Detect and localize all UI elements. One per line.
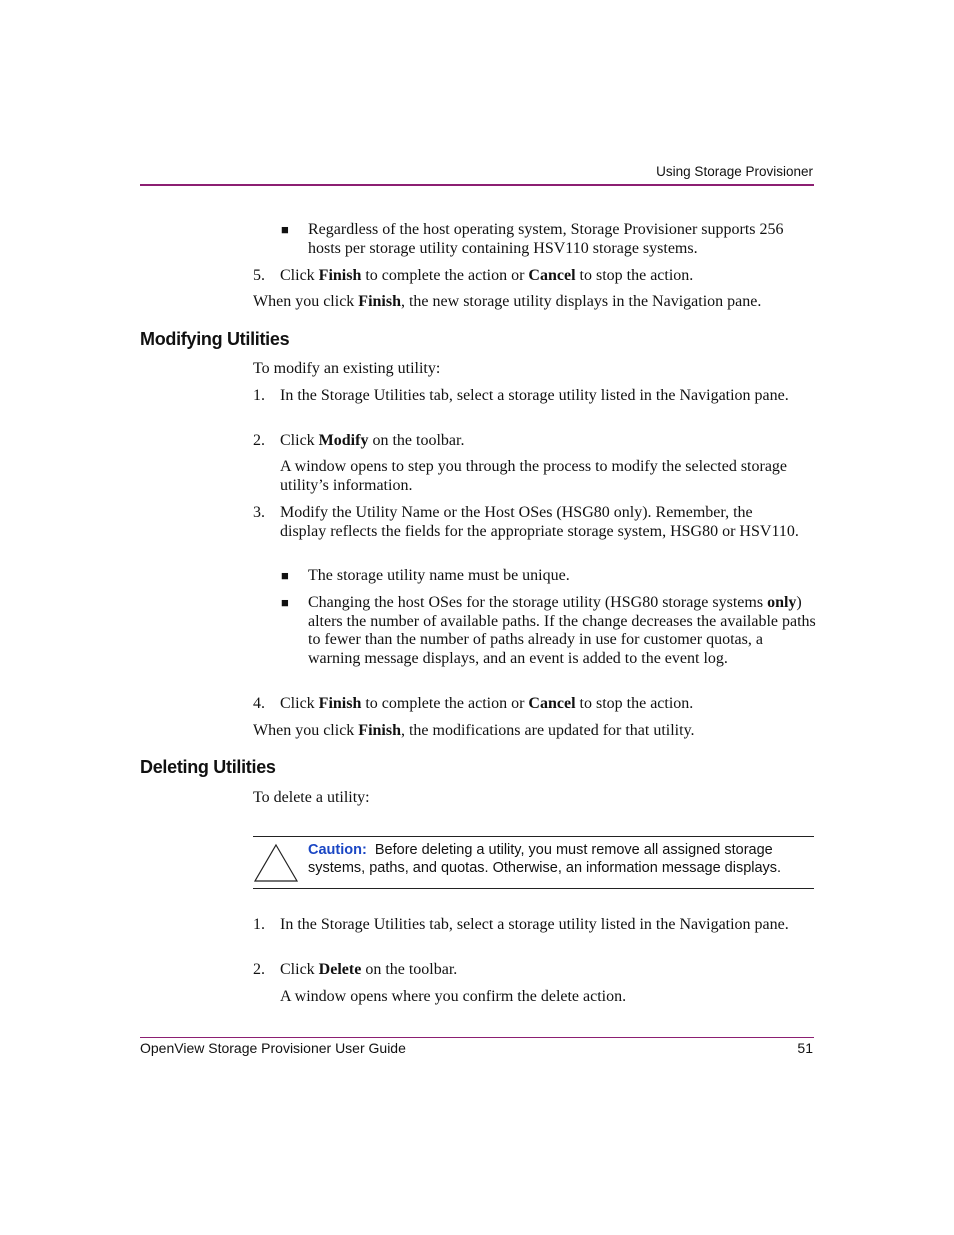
section-heading: Deleting Utilities (140, 757, 276, 777)
caution-icon (253, 843, 299, 888)
list-item: Regardless of the host operating system, Storage Provisioner supports 256 hosts per storage utility containing HSV110 storage systems. (308, 221, 784, 257)
step-number: 3. (253, 504, 265, 521)
step-number: 2. (253, 961, 265, 978)
bullet-marker: ■ (281, 222, 289, 237)
footer-rule (140, 1037, 814, 1038)
bullet-marker: ■ (281, 595, 289, 610)
paragraph: To delete a utility: (253, 789, 370, 806)
caution-label: Caution: (308, 842, 367, 858)
list-item: Click Delete on the toolbar. (280, 961, 458, 978)
list-item: In the Storage Utilities tab, select a storage utility listed in the Navigation pane. (280, 916, 789, 933)
list-item: Changing the host OSes for the storage utility (HSG80 storage systems only) alters the number of available paths. If the change decreases the available paths to fewer than the number of paths already in use for customer quotas, a warning message displays, and an event is added to the event log. (308, 594, 816, 667)
step-number: 1. (253, 916, 265, 933)
caution-note: Caution: Before deleting a utility, you must remove all assigned storage systems, paths, and quotas. Otherwise, an information message displays. (308, 842, 782, 876)
footer-guide-title: OpenView Storage Provisioner User Guide (140, 1040, 406, 1056)
bullet-marker: ■ (281, 568, 289, 583)
list-item: Click Finish to complete the action or Cancel to stop the action. (280, 695, 694, 712)
paragraph: When you click Finish, the modifications are updated for that utility. (253, 722, 695, 739)
caution-rule-top (253, 836, 814, 837)
running-header: Using Storage Provisioner (656, 164, 813, 179)
list-item: The storage utility name must be unique. (308, 567, 570, 584)
step-number: 5. (253, 267, 265, 284)
list-item: Modify the Utility Name or the Host OSes (HSG80 only). Remember, the display reflects the fields for the appropriate storage system, HSG80 or HSV110. (280, 504, 799, 540)
paragraph: To modify an existing utility: (253, 360, 441, 377)
step-number: 1. (253, 387, 265, 404)
paragraph: When you click Finish, the new storage utility displays in the Navigation pane. (253, 293, 762, 310)
page-number: 51 (797, 1040, 813, 1056)
list-item: Click Finish to complete the action or Cancel to stop the action. (280, 267, 694, 284)
step-number: 2. (253, 432, 265, 449)
paragraph: A window opens where you confirm the delete action. (280, 988, 627, 1005)
section-heading: Modifying Utilities (140, 329, 290, 349)
paragraph: A window opens to step you through the process to modify the selected storage utility’s information. (280, 458, 788, 494)
caution-rule-bottom (253, 888, 814, 889)
header-rule (140, 184, 814, 186)
step-number: 4. (253, 695, 265, 712)
list-item: In the Storage Utilities tab, select a storage utility listed in the Navigation pane. (280, 387, 789, 404)
list-item: Click Modify on the toolbar. (280, 432, 465, 449)
